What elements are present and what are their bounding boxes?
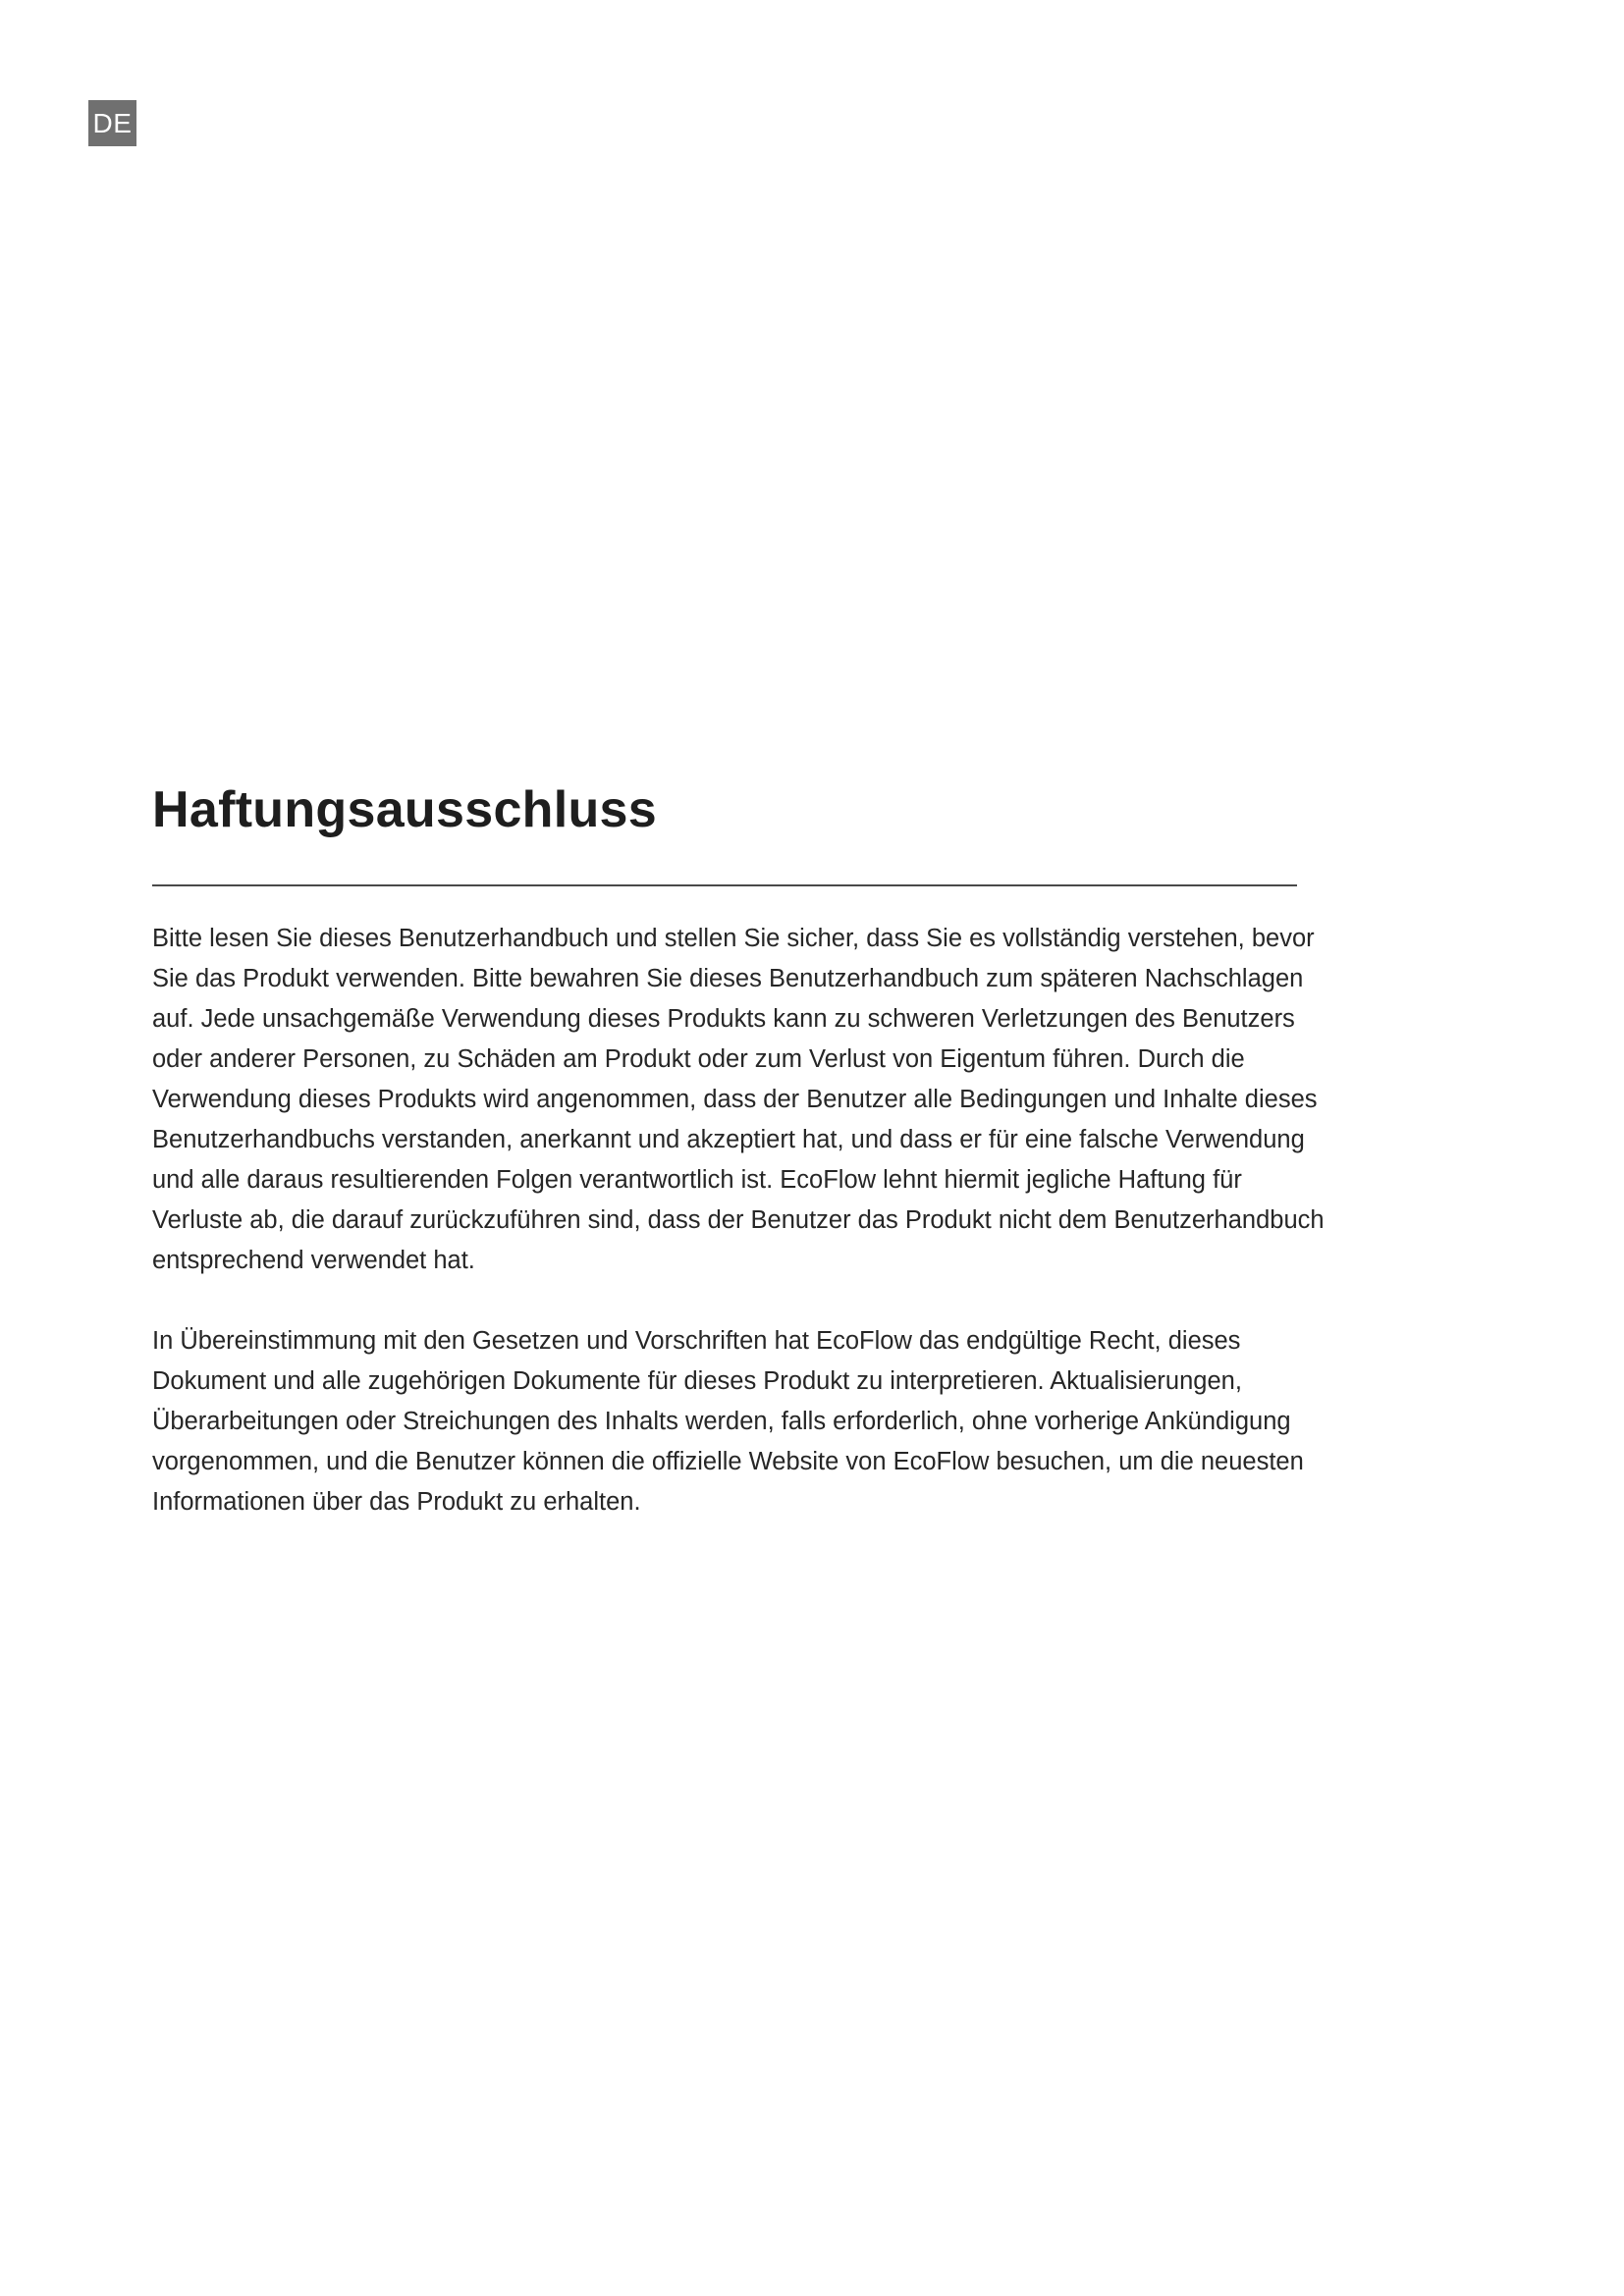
disclaimer-paragraph-2: In Übereinstimmung mit den Gesetzen und Vorschriften hat EcoFlow das endgültige Recht, dieses Dokument und alle zugehörigen Dokumente für dieses Produkt zu interpretieren. Aktualisierungen, Überarbeitungen oder Streichungen des Inhalts werden, falls erforderlich, ohne vorherige Ankündigung vorgenommen, und die Benutzer können die offizielle Website von EcoFlow besuchen, um die neuesten Informationen über das Produkt zu erhalten.: [152, 1327, 1304, 1516]
disclaimer-paragraph-1: Bitte lesen Sie dieses Benutzerhandbuch und stellen Sie sicher, dass Sie es vollständig verstehen, bevor Sie das Produkt verwenden. Bitte bewahren Sie dieses Benutzerhandbuch zum späteren Nachschlagen auf. Jede unsachgemäße Verwendung dieses Produkts kann zu schweren Verletzungen des Benutzers oder anderer Personen, zu Schäden am Produkt oder zum Verlust von Eigentum führen. Durch die Verwendung dieses Produkts wird angenommen, dass der Benutzer alle Bedingungen und Inhalte dieses Benutzerhandbuchs verstanden, anerkannt und akzeptiert hat, und dass er für eine falsche Verwendung und alle daraus resultierenden Folgen verantwortlich ist. EcoFlow lehnt hiermit jegliche Haftung für Verluste ab, die darauf zurückzuführen sind, dass der Benutzer das Produkt nicht dem Benutzerhandbuch entsprechend verwendet hat.: [152, 925, 1325, 1274]
language-badge: DE: [88, 100, 136, 146]
title-divider: [152, 884, 1297, 886]
document-content: [152, 775, 1330, 1522]
page-title: Haftungsausschluss: [152, 781, 657, 838]
